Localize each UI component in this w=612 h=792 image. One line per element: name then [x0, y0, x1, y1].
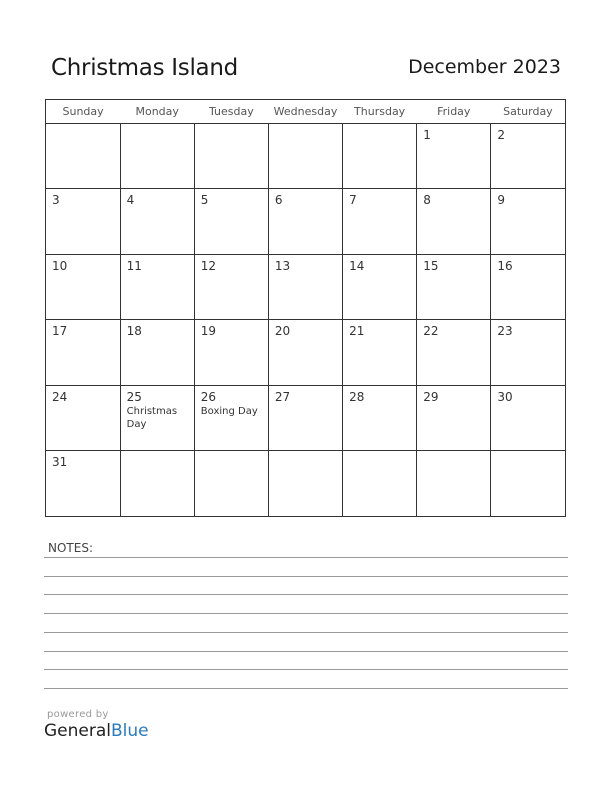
- brand-text-blue: Blue: [111, 721, 149, 741]
- day-cell: [343, 254, 417, 319]
- note-line: [44, 557, 568, 558]
- day-cell: [46, 254, 120, 319]
- day-cell: [417, 254, 491, 319]
- day-cell: [343, 124, 417, 189]
- powered-by-text: powered by: [47, 709, 109, 720]
- day-number: 10: [52, 258, 68, 273]
- note-line: [44, 594, 568, 595]
- weekday-header-thursday: Thursday: [343, 100, 417, 124]
- day-cell: [194, 254, 268, 319]
- day-number: 20: [274, 324, 291, 339]
- calendar-month: December 2023: [408, 56, 561, 78]
- calendar-grid: [45, 99, 566, 517]
- holiday-label: [127, 405, 194, 431]
- day-number: 22: [423, 324, 439, 339]
- day-number: 19: [200, 324, 217, 339]
- notes-label: NOTES:: [48, 541, 93, 555]
- day-cell: [268, 451, 342, 516]
- day-number: 1: [423, 128, 431, 142]
- day-cell: [46, 189, 120, 254]
- day-number: 23: [497, 324, 513, 339]
- weekday-header-tuesday: Tuesday: [194, 100, 268, 124]
- day-number: 6: [274, 193, 283, 208]
- note-line: [44, 576, 568, 577]
- week-row: [46, 320, 565, 385]
- day-cell: [194, 189, 268, 254]
- day-cell: [268, 385, 342, 450]
- day-cell: [491, 385, 565, 450]
- week-row: [46, 254, 565, 319]
- day-cell: [120, 451, 194, 516]
- day-cell: [46, 451, 120, 516]
- week-row: [46, 385, 565, 450]
- day-cell: [194, 124, 268, 189]
- day-number: 30: [497, 389, 513, 404]
- day-number: 8: [423, 193, 431, 208]
- day-number: 14: [349, 258, 365, 273]
- day-number: 12: [200, 258, 217, 273]
- weekday-header-monday: Monday: [120, 100, 194, 124]
- day-number: 28: [349, 389, 365, 404]
- note-line: [44, 613, 568, 614]
- day-number: 21: [349, 324, 365, 339]
- day-number: 25: [126, 389, 142, 404]
- week-row: [46, 451, 565, 516]
- day-number: 15: [423, 258, 439, 273]
- day-cell: [268, 189, 342, 254]
- day-number: 9: [497, 193, 505, 208]
- holiday-label-line: Day: [126, 418, 147, 430]
- day-cell: [417, 320, 491, 385]
- brand-text-general: General: [44, 721, 111, 741]
- note-line: [44, 651, 568, 652]
- note-line: [44, 669, 568, 670]
- day-number: 11: [126, 258, 142, 273]
- day-cell: [194, 385, 268, 450]
- day-cell: [268, 124, 342, 189]
- day-cell: [120, 124, 194, 189]
- day-number: 24: [52, 389, 68, 404]
- day-cell: [343, 189, 417, 254]
- day-cell: [120, 385, 194, 450]
- day-number: 17: [52, 324, 68, 339]
- weekday-header-sunday: Sunday: [46, 100, 120, 124]
- day-number: 7: [349, 193, 357, 208]
- weekday-header-friday: Friday: [417, 100, 491, 124]
- day-cell: [491, 451, 565, 516]
- day-cell: [46, 385, 120, 450]
- day-cell: [46, 124, 120, 189]
- day-cell: [491, 124, 565, 189]
- day-cell: [343, 385, 417, 450]
- day-cell: [491, 189, 565, 254]
- day-cell: [120, 320, 194, 385]
- day-cell: [120, 254, 194, 319]
- day-cell: [343, 451, 417, 516]
- day-cell: [194, 320, 268, 385]
- day-number: 27: [274, 389, 291, 404]
- calendar-title: Christmas Island: [51, 55, 238, 81]
- week-row: [46, 189, 565, 254]
- day-cell: [194, 451, 268, 516]
- day-cell: [268, 320, 342, 385]
- day-cell: [120, 189, 194, 254]
- note-line: [44, 688, 568, 689]
- day-number: 18: [126, 324, 142, 339]
- day-number: 31: [52, 455, 68, 470]
- weekday-header-wednesday: Wednesday: [268, 100, 342, 124]
- day-number: 16: [497, 258, 513, 273]
- week-row: [46, 124, 565, 189]
- day-number: 26: [200, 389, 217, 404]
- day-cell: [491, 320, 565, 385]
- day-cell: [417, 385, 491, 450]
- day-number: 2: [497, 128, 505, 142]
- day-cell: [343, 320, 417, 385]
- day-cell: [491, 254, 565, 319]
- day-cell: [46, 320, 120, 385]
- day-cell: [417, 451, 491, 516]
- day-number: 3: [52, 193, 60, 208]
- holiday-label-line: Christmas: [126, 405, 178, 417]
- day-cell: [417, 124, 491, 189]
- generalblue-logo: [44, 721, 149, 741]
- day-cell: [417, 189, 491, 254]
- weekday-header-saturday: Saturday: [491, 100, 565, 124]
- day-number: 4: [126, 193, 135, 208]
- day-number: 13: [274, 258, 291, 273]
- holiday-label: Boxing Day: [200, 405, 258, 417]
- day-number: 5: [200, 193, 209, 208]
- day-cell: [268, 254, 342, 319]
- day-number: 29: [423, 389, 439, 404]
- note-line: [44, 632, 568, 633]
